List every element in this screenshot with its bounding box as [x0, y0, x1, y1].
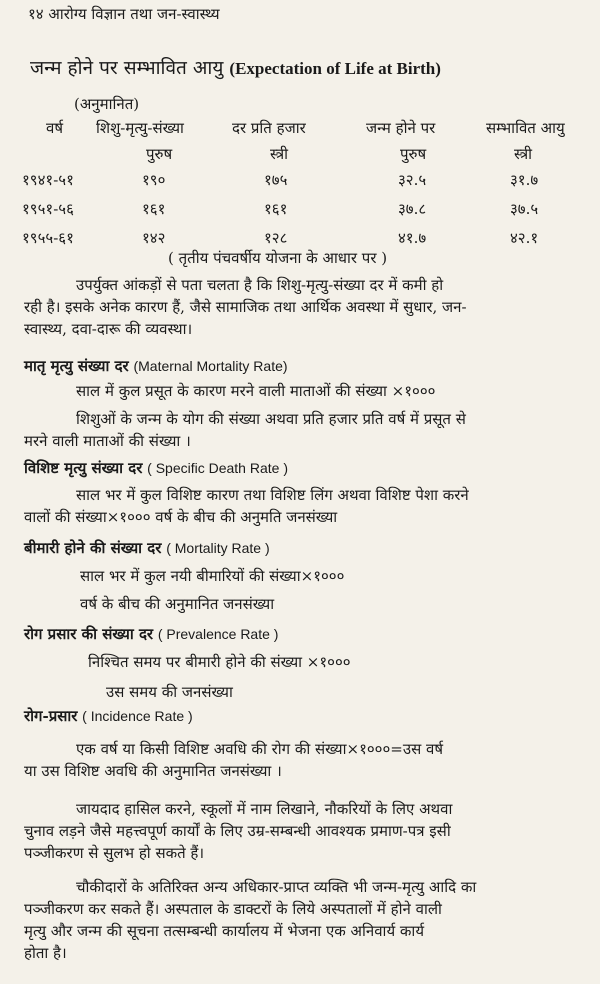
- paragraph-line: रही है। इसके अनेक कारण हैं, जैसे सामाजिक तथा आर्थिक अवस्था में सुधार, जन-: [24, 298, 467, 316]
- running-head: १४ आरोग्य विज्ञान तथा जन-स्वास्थ्य: [28, 5, 220, 23]
- table-header-row: [14, 118, 590, 144]
- heading-hindi: रोग प्रसार की संख्या दर: [24, 625, 154, 643]
- table-cell: १६१: [264, 200, 288, 218]
- prevalence-denominator: उस समय की जनसंख्या: [106, 683, 233, 701]
- table-cell: १९४१-५१: [22, 171, 74, 189]
- incidence-rate-text: [24, 738, 590, 782]
- watchmen-paragraph: [24, 876, 590, 964]
- heading-hindi: जन्म होने पर सम्भावित आयु: [30, 57, 224, 79]
- formula-line: एक वर्ष या किसी विशिष्ट अवधि की रोग की संख्या×१०००=उस वर्ष: [76, 740, 443, 758]
- maternal-mortality-heading: [24, 356, 288, 376]
- table-source-note: ( तृतीय पंचवर्षीय योजना के आधार पर ): [168, 249, 388, 267]
- table-cell: ३२.५: [398, 171, 427, 189]
- intro-paragraph: [24, 274, 590, 340]
- formula-line: वालों की संख्या×१००० वर्ष के बीच की अनुमति जनसंख्या: [24, 508, 338, 526]
- formula-line: शिशुओं के जन्म के योग की संख्या अथवा प्रति हजार प्रति वर्ष में प्रसूत से: [76, 410, 466, 428]
- table-cell: ३१.७: [510, 171, 539, 189]
- section-heading: [30, 54, 441, 80]
- table-cell: ३७.८: [398, 200, 427, 218]
- table-subheader: पुरुष: [400, 145, 427, 163]
- table-cell: १९०: [142, 171, 166, 189]
- table-row: [14, 170, 590, 199]
- table-header: वर्ष: [46, 119, 64, 137]
- table-cell: ४२.१: [510, 229, 539, 247]
- heading-english: (Maternal Mortality Rate): [133, 358, 288, 374]
- paragraph-line: पञ्जीकरण से सुलभ हो सकते हैं।: [24, 844, 205, 862]
- specific-death-rate-heading: [24, 458, 288, 478]
- heading-english: ( Incidence Rate ): [82, 708, 193, 724]
- paragraph-line: मृत्यु और जन्म की सूचना तत्सम्बन्धी कार्यालय में भेजना एक अनिवार्य कार्य: [24, 922, 425, 940]
- table-cell: १९५१-५६: [22, 200, 74, 218]
- estimated-label: (अनुमानित): [74, 95, 140, 113]
- formula-line: या उस विशिष्ट अवधि की अनुमानित जनसंख्या ।: [24, 762, 282, 780]
- property-paragraph: [24, 798, 590, 864]
- heading-english: ( Mortality Rate ): [166, 540, 270, 556]
- formula-line: मरने वाली माताओं की संख्या ।: [24, 432, 191, 450]
- prevalence-numerator: निश्चित समय पर बीमारी होने की संख्या ×१०००: [88, 653, 351, 671]
- paragraph-line: स्वास्थ्य, दवा-दारू की व्यवस्था।: [24, 320, 193, 338]
- table-cell: १६१: [142, 200, 166, 218]
- table-cell: १७५: [264, 171, 288, 189]
- paragraph-line: जायदाद हासिल करने, स्कूलों में नाम लिखाने, नौकरियों के लिए अथवा: [76, 800, 453, 818]
- mortality-denominator: वर्ष के बीच की अनुमानित जनसंख्या: [80, 595, 275, 613]
- table-cell: १४२: [142, 229, 166, 247]
- formula-line: साल में कुल प्रसूत के कारण मरने वाली माताओं की संख्या ×१०००: [76, 382, 436, 400]
- table-cell: ४१.७: [398, 229, 427, 247]
- incidence-rate-heading: [24, 706, 193, 726]
- specific-death-rate-text: [24, 484, 590, 528]
- formula-line: साल भर में कुल विशिष्ट कारण तथा विशिष्ट लिंग अथवा विशिष्ट पेशा करने: [76, 486, 469, 504]
- table-header: दर प्रति हजार: [232, 119, 306, 137]
- heading-hindi: बीमारी होने की संख्या दर: [24, 539, 162, 557]
- heading-hindi: विशिष्ट मृत्यु संख्या दर: [24, 459, 143, 477]
- mortality-rate-heading: [24, 538, 270, 558]
- heading-hindi: रोग-प्रसार: [24, 707, 78, 725]
- table-cell: ३७.५: [510, 200, 539, 218]
- heading-hindi: मातृ मृत्यु संख्या दर: [24, 357, 129, 375]
- table-row: [14, 199, 590, 228]
- paragraph-line: चौकीदारों के अतिरिक्त अन्य अधिकार-प्राप्त व्यक्ति भी जन्म-मृत्यु आदि का: [76, 878, 477, 896]
- heading-english: ( Prevalence Rate ): [157, 626, 279, 642]
- table-subheader: स्त्री: [514, 145, 533, 163]
- paragraph-line: चुनाव लड़ने जैसे महत्त्वपूर्ण कार्यों के लिए उम्र-सम्बन्धी आवश्यक प्रमाण-पत्र इसी: [24, 822, 451, 840]
- table-cell: १९५५-६१: [22, 229, 74, 247]
- table-subheader-row: [14, 144, 590, 170]
- maternal-mortality-text: [24, 380, 590, 452]
- prevalence-rate-heading: [24, 624, 278, 644]
- life-expectancy-table: [14, 118, 590, 257]
- table-subheader: स्त्री: [270, 145, 289, 163]
- table-cell: १२८: [264, 229, 288, 247]
- mortality-numerator: साल भर में कुल नयी बीमारियों की संख्या×१०००: [80, 567, 345, 585]
- table-header: सम्भावित आयु: [486, 119, 565, 137]
- heading-english: ( Specific Death Rate ): [147, 460, 288, 476]
- table-header: जन्म होने पर: [366, 119, 436, 137]
- heading-english: (Expectation of Life at Birth): [229, 59, 441, 78]
- table-header: शिशु-मृत्यु-संख्या: [96, 119, 184, 137]
- paragraph-line: होता है।: [24, 944, 67, 962]
- paragraph-line: पञ्जीकरण कर सकते हैं। अस्पताल के डाक्टरों के लिये अस्पतालों में होने वाली: [24, 900, 442, 918]
- paragraph-line: उपर्युक्त आंकड़ों से पता चलता है कि शिशु-मृत्यु-संख्या दर में कमी हो: [76, 276, 444, 294]
- table-subheader: पुरुष: [146, 145, 173, 163]
